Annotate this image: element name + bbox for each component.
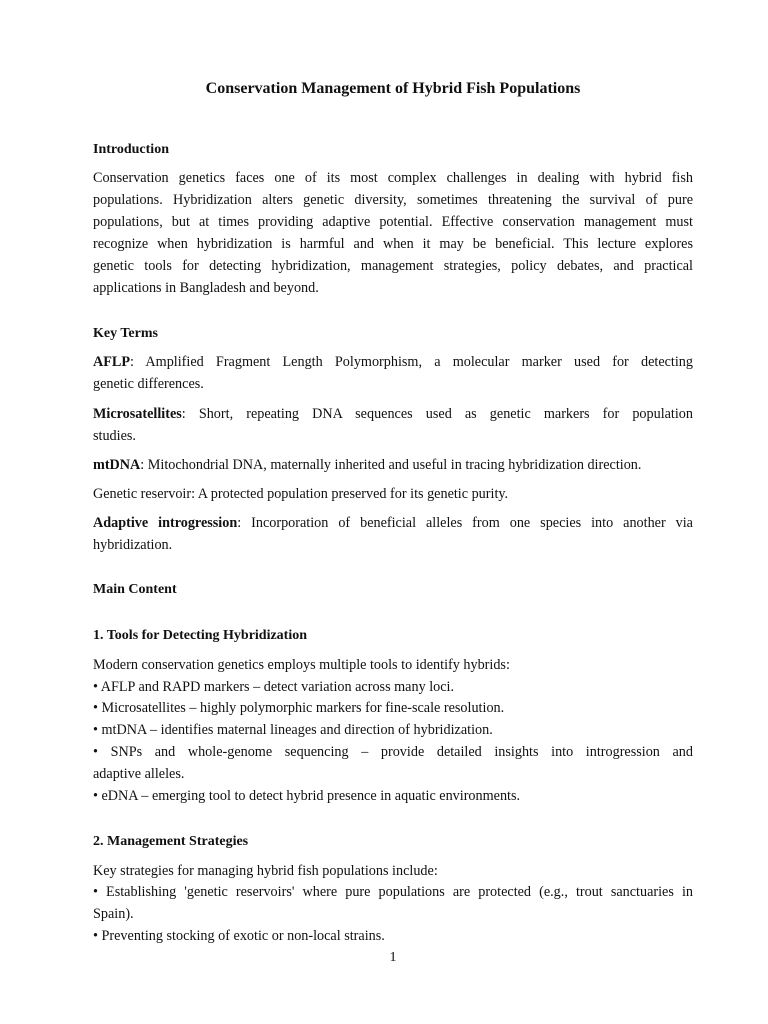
aflp-definition-text: : Amplified Fragment Length Polymorphism, a molecular marker used for detecting (130, 354, 693, 370)
main-content-heading: Main Content (93, 582, 177, 597)
bullet-item: • Establishing 'genetic reservoirs' where pure populations are protected (e.g., trout sanctuaries in (93, 884, 693, 900)
microsatellites-definition-text: : Short, repeating DNA sequences used as genetic markers for population (181, 406, 693, 422)
bullet-item-cont: Spain). (93, 906, 134, 922)
microsatellites-definition (93, 403, 693, 425)
genetic-reservoir-definition: Genetic reservoir: A protected population preserved for its genetic purity. (93, 486, 509, 502)
section-1-intro: Modern conservation genetics employs multiple tools to identify hybrids: (93, 657, 510, 673)
document-page (93, 0, 693, 1024)
document-title: Conservation Management of Hybrid Fish Populations (205, 80, 581, 97)
section-2-intro: Key strategies for managing hybrid fish populations include: (93, 863, 438, 879)
adaptive-introgression-definition-cont: hybridization. (93, 537, 173, 553)
bullet-item: • Preventing stocking of exotic or non-local strains. (93, 928, 385, 944)
bullet-item: • eDNA – emerging tool to detect hybrid presence in aquatic environments. (93, 788, 521, 804)
microsatellites-definition-cont: studies. (93, 428, 136, 444)
aflp-term: AFLP (93, 354, 131, 370)
aflp-definition (93, 351, 693, 373)
introduction-line: genetic tools for detecting hybridization, management strategies, policy debates, and practical (93, 258, 693, 274)
bullet-item: • mtDNA – identifies maternal lineages and direction of hybridization. (93, 722, 493, 738)
adaptive-introgression-definition-text: : Incorporation of beneficial alleles from one species into another via (237, 515, 693, 531)
adaptive-introgression-definition (93, 512, 693, 534)
introduction-line: populations. Hybridization alters genetic diversity, sometimes threatening the survival of pure (93, 192, 693, 208)
adaptive-introgression-term: Adaptive introgression (93, 515, 238, 531)
section-2-heading: 2. Management Strategies (93, 834, 249, 849)
bullet-item-cont: adaptive alleles. (93, 766, 185, 782)
page-number: 1 (389, 950, 397, 965)
mtdna-term: mtDNA (93, 457, 141, 473)
introduction-line: populations, but at times providing adaptive potential. Effective conservation management must (93, 214, 693, 230)
introduction-line: Conservation genetics faces one of its most complex challenges in dealing with hybrid fish (93, 170, 693, 186)
introduction-line: recognize when hybridization is harmful and when it may be beneficial. This lecture explores (93, 236, 693, 252)
introduction-line: applications in Bangladesh and beyond. (93, 280, 319, 296)
aflp-definition-cont: genetic differences. (93, 376, 204, 392)
mtdna-definition-text: : Mitochondrial DNA, maternally inherited and useful in tracing hybridization direction. (140, 457, 642, 473)
bullet-item: • Microsatellites – highly polymorphic markers for fine-scale resolution. (93, 700, 505, 716)
bullet-item: • SNPs and whole-genome sequencing – provide detailed insights into introgression and (93, 744, 693, 760)
mtdna-definition (93, 454, 693, 476)
bullet-item: • AFLP and RAPD markers – detect variation across many loci. (93, 679, 455, 695)
microsatellites-term: Microsatellites (93, 406, 182, 422)
key-terms-heading: Key Terms (93, 326, 158, 341)
section-1-heading: 1. Tools for Detecting Hybridization (93, 628, 308, 643)
introduction-heading: Introduction (93, 142, 169, 157)
